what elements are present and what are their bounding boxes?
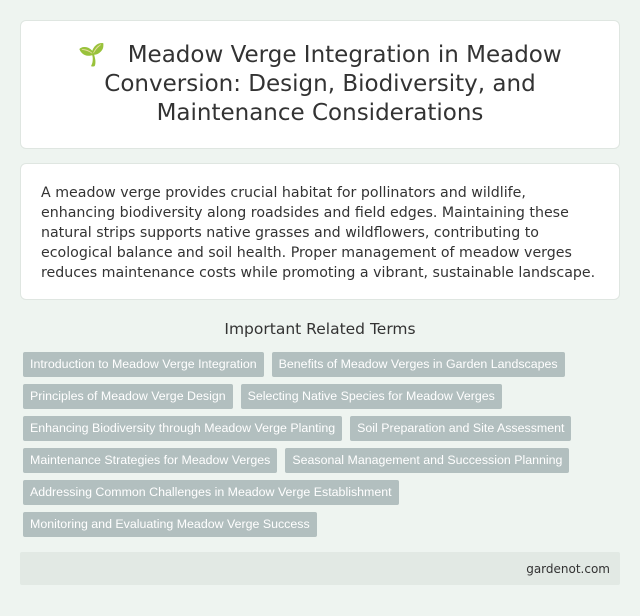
footer [20,552,620,585]
related-terms-heading: Important Related Terms [224,320,416,338]
related-term-tag[interactable]: Monitoring and Evaluating Meadow Verge Success [23,512,317,537]
footer-site-link[interactable]: gardenot.com [526,561,610,576]
related-term-tag[interactable]: Enhancing Biodiversity through Meadow Verge Planting [23,416,342,441]
related-term-tag[interactable]: Principles of Meadow Verge Design [23,384,233,409]
tag-row [23,448,623,480]
related-term-tag[interactable]: Soil Preparation and Site Assessment [350,416,571,441]
summary-card [20,163,620,300]
tag-row [23,512,623,544]
related-terms-list [23,352,623,544]
tag-row [23,416,623,448]
title-card [20,20,620,149]
summary-text: A meadow verge provides crucial habitat for pollinators and wildlife, enhancing biodiversity along roadsides and field edges. Maintaining these natural strips supports native grasses and wildflowers, contributing to ecological balance and soil health. Proper management of meadow verges reduces maintenance costs while promoting a vibrant, sustainable landscape. [41,185,596,281]
related-term-tag[interactable]: Maintenance Strategies for Meadow Verges [23,448,277,473]
related-term-tag[interactable]: Introduction to Meadow Verge Integration [23,352,264,377]
seedling-icon: 🌱 [78,43,106,68]
tag-row [23,384,623,416]
tag-row [23,480,623,512]
related-term-tag[interactable]: Selecting Native Species for Meadow Verges [241,384,502,409]
related-term-tag[interactable]: Addressing Common Challenges in Meadow Verge Establishment [23,480,399,505]
related-term-tag[interactable]: Seasonal Management and Succession Planning [285,448,569,473]
tag-row [23,352,623,384]
related-term-tag[interactable]: Benefits of Meadow Verges in Garden Landscapes [272,352,565,377]
page-title-text: Meadow Verge Integration in Meadow Conversion: Design, Biodiversity, and Maintenance Considerations [104,42,562,126]
page-title [51,41,589,128]
